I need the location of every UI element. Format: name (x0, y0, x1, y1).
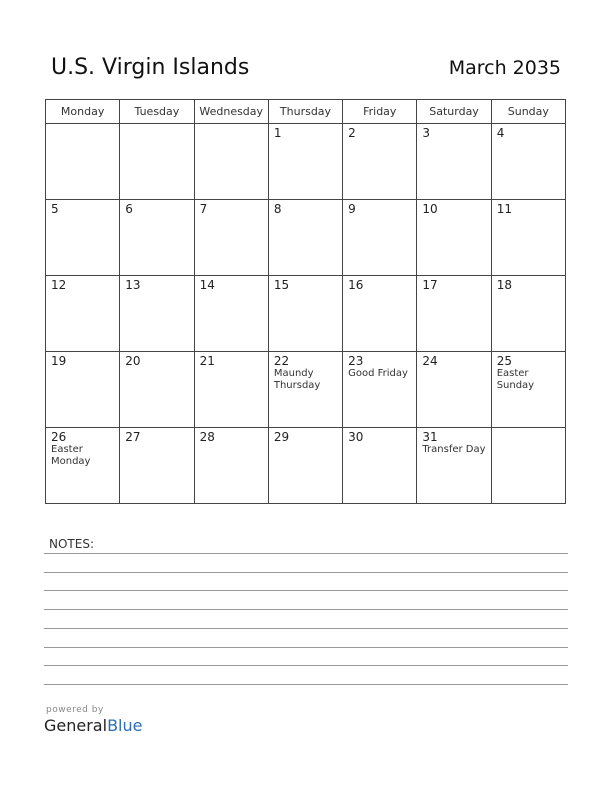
day-number: 16 (348, 278, 364, 292)
holiday-label: Transfer Day (422, 444, 486, 455)
holiday-label: Easter Monday (51, 444, 91, 467)
week-row (46, 200, 566, 276)
day-cell (194, 124, 268, 200)
holiday-label: Maundy Thursday (273, 368, 321, 391)
day-cell (46, 428, 120, 504)
day-number: 21 (199, 354, 215, 368)
weekday-header: Thursday (268, 100, 342, 124)
day-number: 24 (422, 354, 438, 368)
day-cell (417, 428, 491, 504)
day-number: 17 (422, 278, 438, 292)
generalblue-logo (44, 716, 142, 735)
notes-label: NOTES: (49, 537, 94, 551)
holiday-label: Easter Sunday (496, 368, 535, 391)
day-cell (417, 200, 491, 276)
day-cell (120, 276, 194, 352)
day-number: 4 (496, 126, 505, 140)
day-number: 6 (125, 202, 133, 216)
day-cell (491, 200, 565, 276)
notes-line (44, 647, 568, 648)
day-cell (417, 276, 491, 352)
day-number: 1 (273, 126, 282, 140)
day-cell (343, 200, 417, 276)
week-row (46, 276, 566, 352)
day-number: 15 (273, 278, 290, 292)
calendar-title: U.S. Virgin Islands (51, 55, 250, 80)
day-number: 19 (51, 354, 67, 368)
day-cell (417, 352, 491, 428)
day-cell (120, 428, 194, 504)
day-cell (268, 428, 342, 504)
weekday-header-row (46, 100, 566, 124)
day-cell (46, 352, 120, 428)
day-cell (120, 200, 194, 276)
notes-line (44, 609, 568, 610)
day-number: 28 (199, 430, 215, 444)
notes-line (44, 628, 568, 629)
day-number: 11 (496, 202, 512, 216)
day-number: 23 (348, 354, 364, 368)
day-cell (46, 124, 120, 200)
day-number: 3 (422, 126, 431, 140)
week-row (46, 124, 566, 200)
day-number: 10 (422, 202, 438, 216)
week-row (46, 352, 566, 428)
week-row (46, 428, 566, 504)
notes-line (44, 665, 568, 666)
day-cell (194, 428, 268, 504)
day-number: 7 (199, 202, 208, 216)
day-cell (268, 200, 342, 276)
day-cell (46, 276, 120, 352)
calendar-grid (45, 99, 566, 504)
day-cell (343, 276, 417, 352)
day-number: 18 (496, 278, 512, 292)
day-number: 9 (348, 202, 356, 216)
day-cell (268, 276, 342, 352)
day-cell (268, 352, 342, 428)
logo-general: General (44, 716, 108, 735)
day-number: 13 (125, 278, 141, 292)
day-cell (491, 352, 565, 428)
weekday-header: Saturday (417, 100, 491, 124)
notes-line (44, 572, 568, 573)
day-number: 8 (273, 202, 282, 216)
day-number: 31 (422, 430, 438, 444)
day-number: 5 (51, 202, 59, 216)
day-cell (343, 352, 417, 428)
day-cell (491, 124, 565, 200)
day-number: 12 (51, 278, 67, 292)
day-number: 20 (125, 354, 141, 368)
holiday-label: Good Friday (348, 368, 408, 379)
day-cell (46, 200, 120, 276)
day-cell (194, 276, 268, 352)
day-number: 27 (125, 430, 141, 444)
weekday-header: Wednesday (194, 100, 268, 124)
logo-blue: Blue (107, 716, 143, 735)
day-cell (194, 200, 268, 276)
day-cell (120, 352, 194, 428)
day-number: 22 (273, 354, 290, 368)
notes-line (44, 590, 568, 591)
notes-line (44, 553, 568, 554)
day-cell (268, 124, 342, 200)
day-number: 26 (51, 430, 67, 444)
day-number: 29 (273, 430, 290, 444)
day-cell (491, 276, 565, 352)
day-cell (491, 428, 565, 504)
powered-by-text: powered by (46, 705, 104, 715)
day-cell (194, 352, 268, 428)
day-number: 30 (348, 430, 364, 444)
weekday-header: Monday (46, 100, 120, 124)
day-number: 14 (199, 278, 215, 292)
calendar-month: March 2035 (448, 57, 561, 79)
notes-line (44, 684, 568, 685)
day-cell (120, 124, 194, 200)
day-cell (417, 124, 491, 200)
weekday-header: Sunday (491, 100, 565, 124)
day-number: 25 (496, 354, 512, 368)
weekday-header: Tuesday (120, 100, 194, 124)
day-cell (343, 428, 417, 504)
day-cell (343, 124, 417, 200)
day-number: 2 (348, 126, 356, 140)
weekday-header: Friday (343, 100, 417, 124)
